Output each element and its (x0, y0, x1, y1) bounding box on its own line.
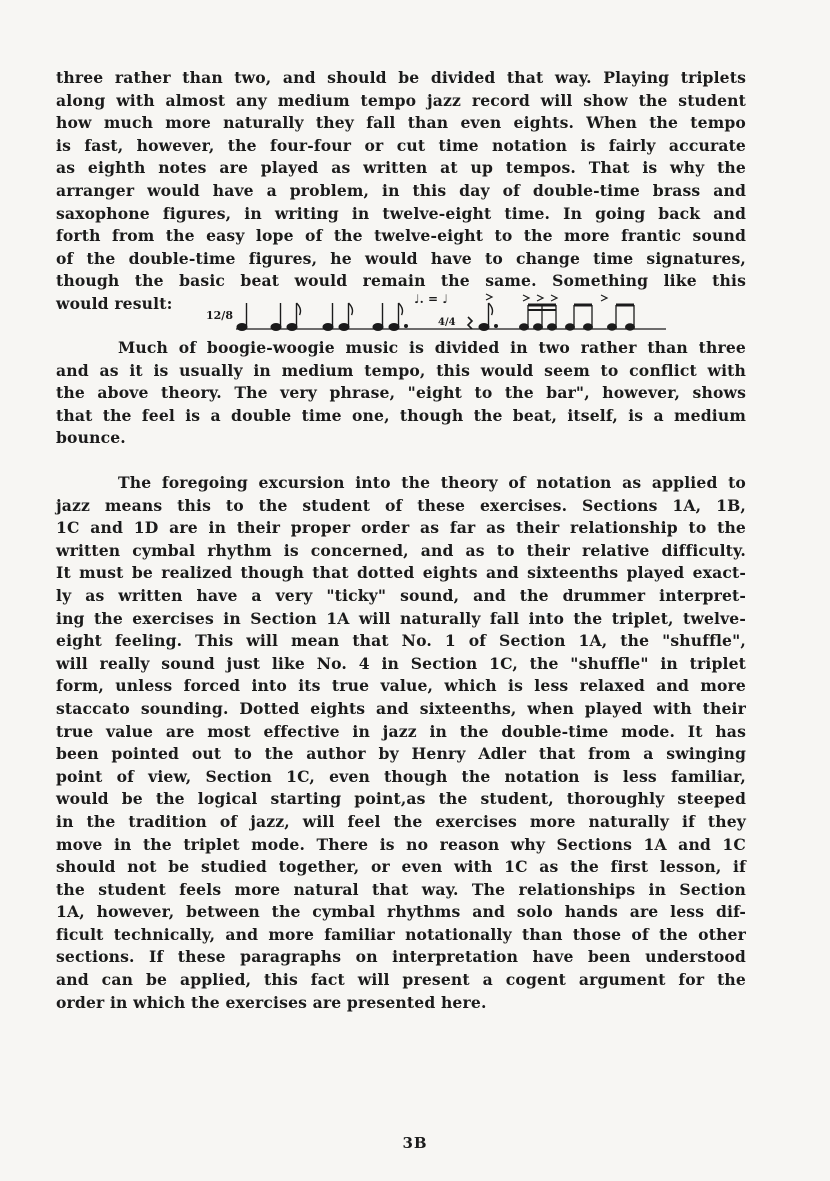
text-line: how much more naturally they fall than even eights. When the tempo (56, 113, 746, 133)
text-line: It must be realized though that dotted eights and sixteenths played exact- (56, 563, 746, 583)
text-line: bounce. (56, 428, 126, 448)
text-line: the student feels more natural that way. The relationships in Section (56, 879, 746, 899)
text-line: ing the exercises in Section 1A will naturally fall into the triplet, twelve- (56, 608, 746, 628)
text-line: ficult technically, and more familiar notationally than those of the other (56, 924, 746, 944)
text-line: arranger would have a problem, in this day of double-time brass and (56, 180, 746, 200)
time-signature-1: 12/8 (206, 309, 233, 322)
note-group-2 (323, 303, 353, 331)
text-line: of the double-time figures, he would have to change time signatures, (56, 248, 746, 268)
rest-and-note (468, 294, 498, 331)
text-line: the above theory. The very phrase, "eight to the bar", however, shows (56, 383, 746, 403)
music-notation-example (206, 289, 676, 339)
text-line: forth from the easy lope of the twelve-eight to the more frantic sound (56, 226, 746, 246)
text-line: sections. If these paragraphs on interpretation have been understood (56, 947, 746, 967)
text-line: and can be applied, this fact will present a cogent argument for the (56, 970, 746, 990)
text-line: Much of boogie-woogie music is divided in two rather than three (118, 338, 746, 357)
tempo-marking: ♩. = ♩ (414, 292, 448, 306)
text-line: in the tradition of jazz, will feel the exercises more naturally if they (56, 811, 746, 831)
text-line: along with almost any medium tempo jazz record will show the student (56, 90, 746, 110)
text-line: would be the logical starting point,as the student, thoroughly steeped (56, 789, 746, 809)
quarter-note (237, 303, 247, 331)
text-line: 1C and 1D are in their proper order as far as their relationship to the (56, 518, 746, 538)
text-line: is fast, however, the four-four or cut time notation is fairly accurate (56, 135, 746, 155)
text-line: saxophone figures, in writing in twelve-eight time. In going back and (56, 203, 746, 223)
text-line: order in which the exercises are presented here. (56, 992, 487, 1012)
text-line: move in the triplet mode. There is no reason why Sections 1A and 1C (56, 834, 746, 854)
text-line: jazz means this to the student of these exercises. Sections 1A, 1B, (56, 495, 746, 515)
text-line: ly as written have a very "ticky" sound, and the drummer interpret- (56, 585, 746, 605)
text-line: three rather than two, and should be divided that way. Playing triplets (56, 68, 746, 87)
text-line: would result: (56, 293, 173, 313)
beamed-notes-2 (566, 295, 635, 330)
text-line: true value are most effective in jazz in the double-time mode. It has (56, 721, 746, 741)
text-line: form, unless forced into its true value, which is less relaxed and more (56, 676, 746, 696)
text-line: been pointed out to the author by Henry Adler that from a swinging (56, 744, 746, 764)
note-group-3 (373, 303, 408, 331)
page-number: 3B (402, 1134, 428, 1152)
text-line: written cymbal rhythm is concerned, and as to their relative difficulty. (56, 540, 746, 560)
text-line: as eighth notes are played as written at up tempos. That is why the (56, 158, 746, 178)
paragraph-3 (56, 472, 746, 1014)
text-line: that the feel is a double time one, though the beat, itself, is a medium (56, 405, 746, 425)
beamed-notes-1 (520, 295, 558, 330)
text-line: though the basic beat would remain the same. Something like this (56, 271, 746, 291)
time-signature-2: 4/4 (438, 317, 456, 328)
text-line: The foregoing excursion into the theory of notation as applied to (118, 473, 746, 492)
paragraph-2 (56, 337, 746, 450)
text-line: eight feeling. This will mean that No. 1 of Section 1A, the "shuffle", (56, 631, 746, 651)
text-line: should not be studied together, or even with 1C as the first lesson, if (56, 857, 746, 877)
note-group-1 (271, 303, 301, 331)
text-line: point of view, Section 1C, even though the notation is less familiar, (56, 766, 746, 786)
text-line: staccato sounding. Dotted eights and sixteenths, when played with their (56, 698, 746, 718)
text-line: and as it is usually in medium tempo, this would seem to conflict with (56, 360, 746, 380)
text-line: will really sound just like No. 4 in Section 1C, the "shuffle" in triplet (56, 653, 746, 673)
text-line: 1A, however, between the cymbal rhythms and solo hands are less dif- (56, 902, 746, 922)
paragraph-1 (56, 67, 746, 316)
